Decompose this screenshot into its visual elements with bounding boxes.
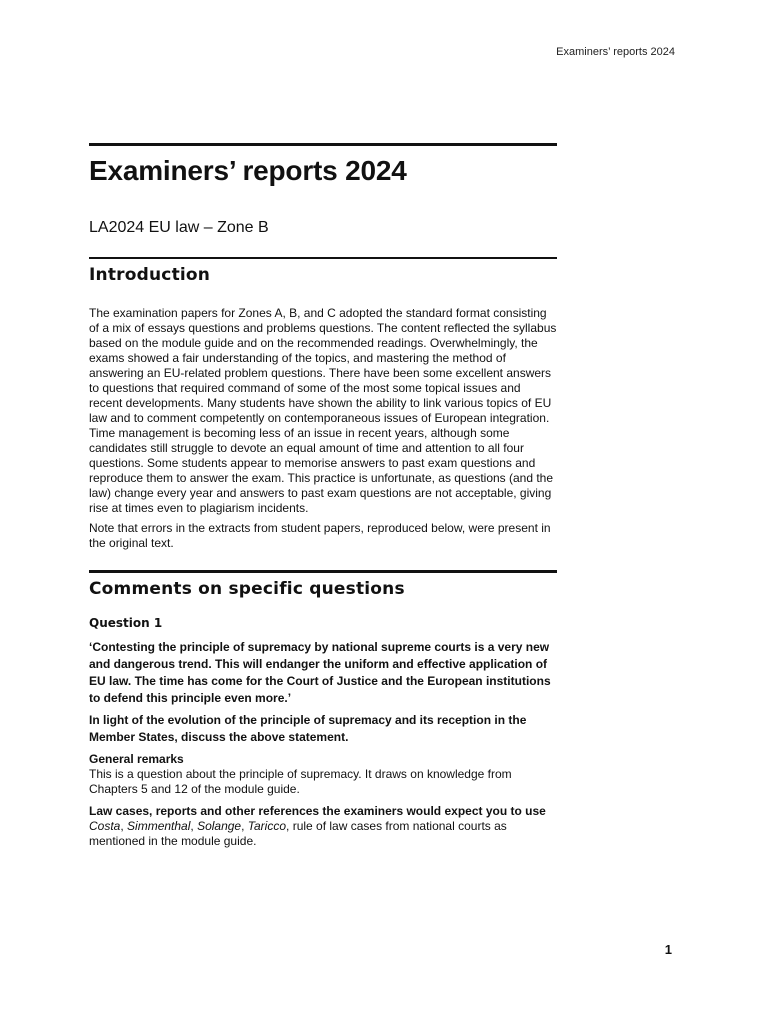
law-cases-block xyxy=(89,804,557,849)
general-remarks-block xyxy=(89,752,557,797)
question-1-heading: Question 1 xyxy=(89,616,163,630)
law-cases-rest: , rule of law cases from national courts as mentioned in the module guide. xyxy=(89,819,507,848)
general-remarks-text: This is a question about the principle of supremacy. It draws on knowledge from Chapters 5 and 12 of the module guide. xyxy=(89,767,512,796)
case-solange: Solange xyxy=(197,819,242,833)
running-header: Examiners’ reports 2024 xyxy=(556,46,675,58)
case-separator: , xyxy=(120,819,128,833)
comments-rule xyxy=(89,570,557,573)
introduction-paragraph: The examination papers for Zones A, B, and C adopted the standard format consisting of a mix of essays questions and problems questions. The content reflected the syllabus based on the module guide and on the recommended readings. Overwhelmingly, the exams showed a fair understanding of the topics, and mastering the method of answering an EU-related problem questions. There have been some excellent answers to questions that required command of some of the most some topical issues and recent developments. Many students have shown the ability to link various topics of EU law and to comment competently on contemporaneous issues of European integration. Time management is becoming less of an issue in recent years, although some candidates still struggle to devote an equal amount of time and attention to all four questions. Some students appear to memorise answers to past exam questions and reproduce them to answer the exam. This practice is unfortunate, as questions (and the law) change every year and answers to past exam questions are not acceptable, giving rise at times even to plagiarism incidents. xyxy=(89,306,557,515)
case-costa: Costa xyxy=(89,819,121,833)
case-taricco: Taricco xyxy=(247,819,287,833)
title-rule xyxy=(89,143,557,146)
page-title: Examiners’ reports 2024 xyxy=(89,155,407,186)
page-subtitle: LA2024 EU law – Zone B xyxy=(89,219,269,236)
case-separator: , xyxy=(190,819,198,833)
introduction-heading: Introduction xyxy=(89,265,211,285)
law-cases-text xyxy=(89,819,557,849)
comments-heading: Comments on specific questions xyxy=(89,579,405,599)
page-number: 1 xyxy=(664,942,672,957)
question-1-quote: ‘Contesting the principle of supremacy by national supreme courts is a very new and dangerous trend. This will endanger the uniform and effective application of EU law. The time has come for the Court of Justice and the European institutions to defend this principle even more.’ xyxy=(89,640,551,705)
law-cases-heading: Law cases, reports and other references the examiners would expect you to use xyxy=(89,804,546,818)
introduction-rule xyxy=(89,257,557,259)
question-1-instruction: In light of the evolution of the principle of supremacy and its reception in the Member States, discuss the above statement. xyxy=(89,713,527,744)
general-remarks-heading: General remarks xyxy=(89,752,184,766)
case-separator: , xyxy=(241,819,248,833)
page-content xyxy=(89,143,557,849)
errors-note-paragraph: Note that errors in the extracts from student papers, reproduced below, were present in the original text. xyxy=(89,521,551,550)
case-simmenthal: Simmenthal xyxy=(127,819,191,833)
